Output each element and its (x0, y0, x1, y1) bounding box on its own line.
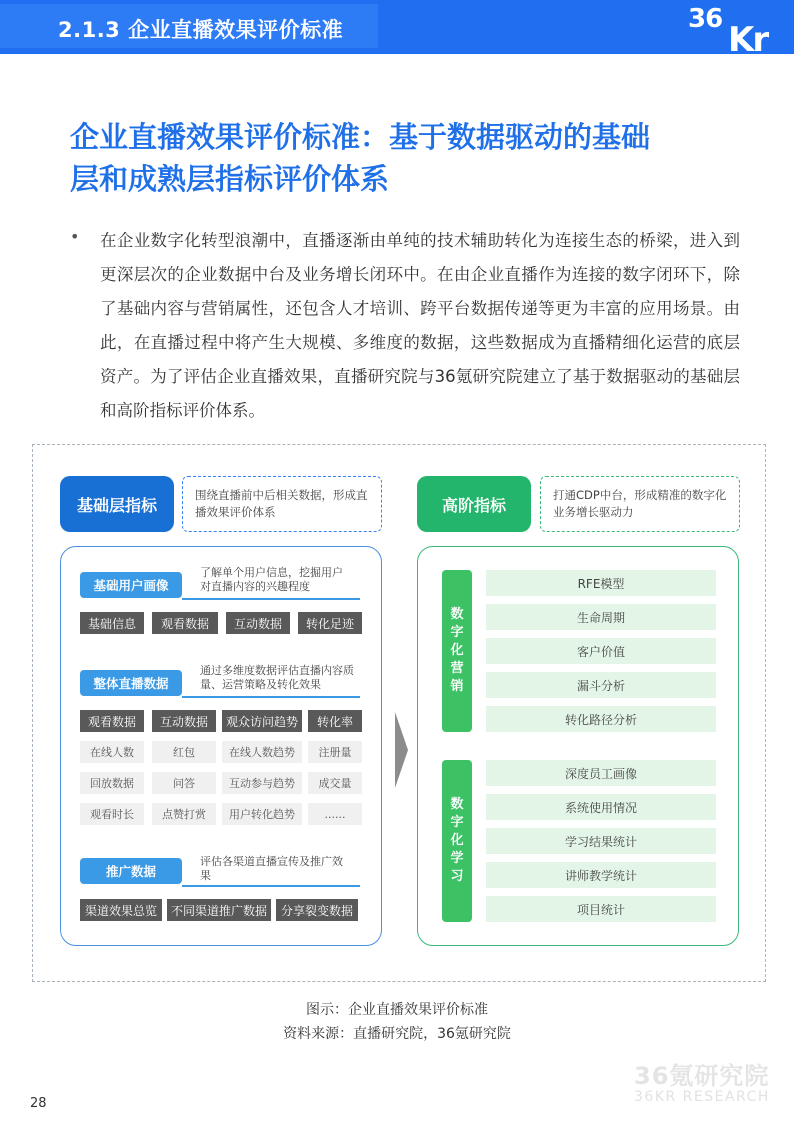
watermark-en: 36KR RESEARCH (634, 1089, 770, 1105)
tag: 基础信息 (80, 612, 144, 634)
page-number: 28 (30, 1096, 47, 1111)
sub-tag: 用户转化趋势 (222, 803, 302, 825)
tag: 不同渠道推广数据 (167, 899, 271, 921)
marketing-metric: 生命周期 (486, 604, 716, 630)
group-title-promotion-data: 推广数据 (80, 858, 182, 884)
36kr-logo (688, 2, 788, 60)
basic-layer-header: 基础层指标 (60, 476, 174, 532)
sub-tag: 注册量 (308, 741, 362, 763)
basic-layer-description: 围绕直播前中后相关数据，形成直播效果评价体系 (182, 476, 382, 532)
sub-tag: 回放数据 (80, 772, 144, 794)
marketing-metric: 转化路径分析 (486, 706, 716, 732)
page-title (70, 116, 750, 200)
flow-arrow-icon (395, 712, 408, 788)
logo-36-text: 36 (688, 4, 723, 34)
tag: 转化率 (308, 710, 362, 732)
marketing-metric: 漏斗分析 (486, 672, 716, 698)
tag: 分享裂变数据 (276, 899, 358, 921)
tag: 观看数据 (80, 710, 144, 732)
group-title-overall-live-data: 整体直播数据 (80, 670, 182, 696)
watermark-cn: 36氪研究院 (634, 1062, 770, 1090)
figure-source: 资料来源：直播研究院，36氪研究院 (283, 1026, 511, 1042)
intro-text: 在企业数字化转型浪潮中，直播逐渐由单纯的技术辅助转化为连接生态的桥梁，进入到更深层次的企业数据中台及业务增长闭环中。在由企业直播作为连接的数字闭环下，除了基础内容与营销属性，还包含人才培训、跨平台数据传递等更为丰富的应用场景。由此，在直播过程中将产生大规模、多维度的数据，这些数据成为直播精细化运营的底层资产。为了评估企业直播效果，直播研究院与36氪研究院建立了基于数据驱动的基础层和高阶指标评价体系。 (100, 231, 740, 420)
bullet-dot: • (70, 227, 80, 246)
logo-kr-text: Kr (728, 20, 768, 60)
marketing-metric: RFE模型 (486, 570, 716, 596)
sub-tag: 红包 (152, 741, 216, 763)
learning-metric: 项目统计 (486, 896, 716, 922)
group-desc-promotion-data: 评估各渠道直播宣传及推广效果 (200, 855, 343, 882)
marketing-metric: 客户价值 (486, 638, 716, 664)
tag: 互动数据 (152, 710, 216, 732)
advanced-layer-header: 高阶指标 (417, 476, 531, 532)
page-title-line-1: 企业直播效果评价标准：基于数据驱动的基础 (70, 120, 651, 154)
learning-metric: 系统使用情况 (486, 794, 716, 820)
tag: 渠道效果总览 (80, 899, 162, 921)
sub-tag: 观看时长 (80, 803, 144, 825)
digital-learning-label: 数 字 化 学 习 (442, 760, 472, 922)
sub-tag: 在线人数 (80, 741, 144, 763)
header-bar (0, 0, 794, 60)
group-desc-user-profile: 了解单个用户信息，挖掘用户对直播内容的兴趣程度 (200, 566, 343, 593)
tag: 观众访问趋势 (222, 710, 302, 732)
sub-tag: 成交量 (308, 772, 362, 794)
sub-tag: 点赞打赏 (152, 803, 216, 825)
tag: 观看数据 (152, 612, 218, 634)
section-title: 2.1.3 企业直播效果评价标准 (58, 18, 344, 42)
sub-tag: 互动参与趋势 (222, 772, 302, 794)
group-title-user-profile: 基础用户画像 (80, 572, 182, 598)
group-underline (182, 696, 360, 698)
tag: 转化足迹 (298, 612, 362, 634)
figure-caption: 图示：企业直播效果评价标准 (306, 1002, 488, 1018)
group-underline (182, 885, 360, 887)
learning-metric: 学习结果统计 (486, 828, 716, 854)
page-title-line-2: 层和成熟层指标评价体系 (70, 162, 390, 196)
tag: 互动数据 (226, 612, 290, 634)
digital-marketing-label: 数 字 化 营 销 (442, 570, 472, 732)
sub-tag: 问答 (152, 772, 216, 794)
learning-metric: 讲师教学统计 (486, 862, 716, 888)
group-desc-overall-live-data: 通过多维度数据评估直播内容质量、运营策略及转化效果 (200, 664, 354, 691)
advanced-layer-description: 打通CDP中台，形成精准的数字化业务增长驱动力 (540, 476, 740, 532)
group-underline (182, 598, 360, 600)
sub-tag: 在线人数趋势 (222, 741, 302, 763)
learning-metric: 深度员工画像 (486, 760, 716, 786)
sub-tag: ...... (308, 803, 362, 825)
